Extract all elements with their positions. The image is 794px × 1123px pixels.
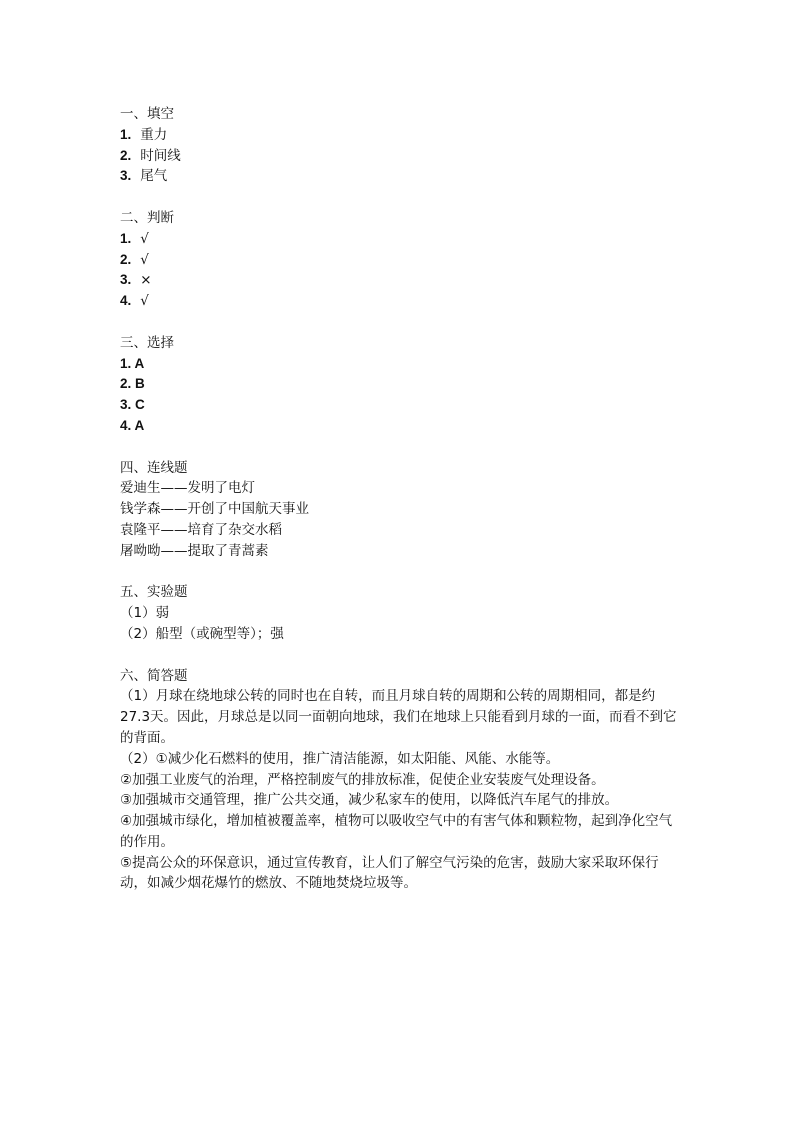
- section-title-matching: 四、连线题: [120, 459, 188, 476]
- item-answer: √: [140, 230, 149, 247]
- item-number: 3.: [120, 168, 132, 184]
- list-item: [120, 229, 680, 250]
- short-answer-paragraph: ④加强城市绿化，增加植被覆盖率，植物可以吸收空气中的有害气体和颗粒物，起到净化空气的作用。: [120, 813, 673, 850]
- item-number: 1.: [120, 126, 132, 142]
- section-title-short-answer: 六、简答题: [120, 667, 188, 684]
- item-answer: 尾气: [140, 168, 168, 185]
- item-answer: ×: [140, 272, 152, 289]
- list-item: [120, 354, 680, 375]
- item-number: 1.: [120, 230, 132, 246]
- item-number: 2.: [120, 251, 132, 267]
- item-answer: 重力: [140, 126, 168, 143]
- item-number: 1.: [120, 355, 132, 371]
- section-title-fill-blank: 一、填空: [120, 106, 174, 122]
- item-number: 2.: [120, 147, 132, 163]
- match-line: 屠呦呦——提取了青蒿素: [120, 542, 269, 559]
- list-item: [120, 146, 680, 167]
- list-item: [120, 291, 680, 312]
- item-answer: √: [140, 293, 149, 310]
- item-number: 4.: [120, 417, 132, 433]
- item-answer: C: [135, 397, 145, 413]
- item-answer: 时间线: [140, 147, 181, 164]
- short-answer-paragraph: （2）①减少化石燃料的使用，推广清洁能源，如太阳能、风能、水能等。: [120, 750, 560, 767]
- spacer: [120, 562, 680, 583]
- short-answer-paragraph: ⑤提高公众的环保意识，通过宣传教育，让人们了解空气污染的危害，鼓励大家采取环保行动，如减少烟花爆竹的燃放、不随地焚烧垃圾等。: [120, 854, 659, 892]
- list-item: [120, 270, 680, 291]
- list-item: [120, 166, 680, 187]
- list-item: [120, 416, 680, 437]
- match-line: 钱学森——开创了中国航天事业: [120, 501, 309, 518]
- short-answer-paragraph: ③加强城市交通管理，推广公共交通，减少私家车的使用，以降低汽车尾气的排放。: [120, 792, 619, 809]
- item-answer: √: [140, 251, 149, 268]
- list-item: [120, 395, 680, 416]
- item-number: 2.: [120, 376, 132, 392]
- spacer: [120, 437, 680, 458]
- match-line: 袁隆平——培育了杂交水稻: [120, 521, 282, 538]
- spacer: [120, 187, 680, 208]
- section-title-true-false: 二、判断: [120, 209, 174, 226]
- item-answer: B: [135, 376, 145, 392]
- answer-sheet: [120, 104, 680, 894]
- item-answer: A: [134, 355, 145, 371]
- match-line: 爱迪生——发明了电灯: [120, 480, 255, 497]
- item-answer: A: [134, 417, 145, 433]
- item-number: 4.: [120, 293, 132, 309]
- short-answer-paragraph: （1）月球在绕地球公转的同时也在自转，而且月球自转的周期和公转的周期相同，都是约27.3天。因此，月球总是以同一面朝向地球，我们在地球上只能看到月球的一面，而看不到它的背面。: [120, 688, 677, 746]
- spacer: [120, 645, 680, 666]
- list-item: [120, 250, 680, 271]
- section-title-multiple-choice: 三、选择: [120, 334, 174, 351]
- item-number: 3.: [120, 397, 132, 413]
- experiment-answer: （2）船型（或碗型等）；强: [120, 625, 284, 642]
- section-title-experiment: 五、实验题: [120, 584, 188, 601]
- short-answer-paragraph: ②加强工业废气的治理，严格控制废气的排放标准，促使企业安装废气处理设备。: [120, 771, 605, 788]
- list-item: [120, 374, 680, 395]
- spacer: [120, 312, 680, 333]
- item-number: 3.: [120, 272, 132, 288]
- list-item: [120, 125, 680, 146]
- experiment-answer: （1）弱: [120, 605, 170, 622]
